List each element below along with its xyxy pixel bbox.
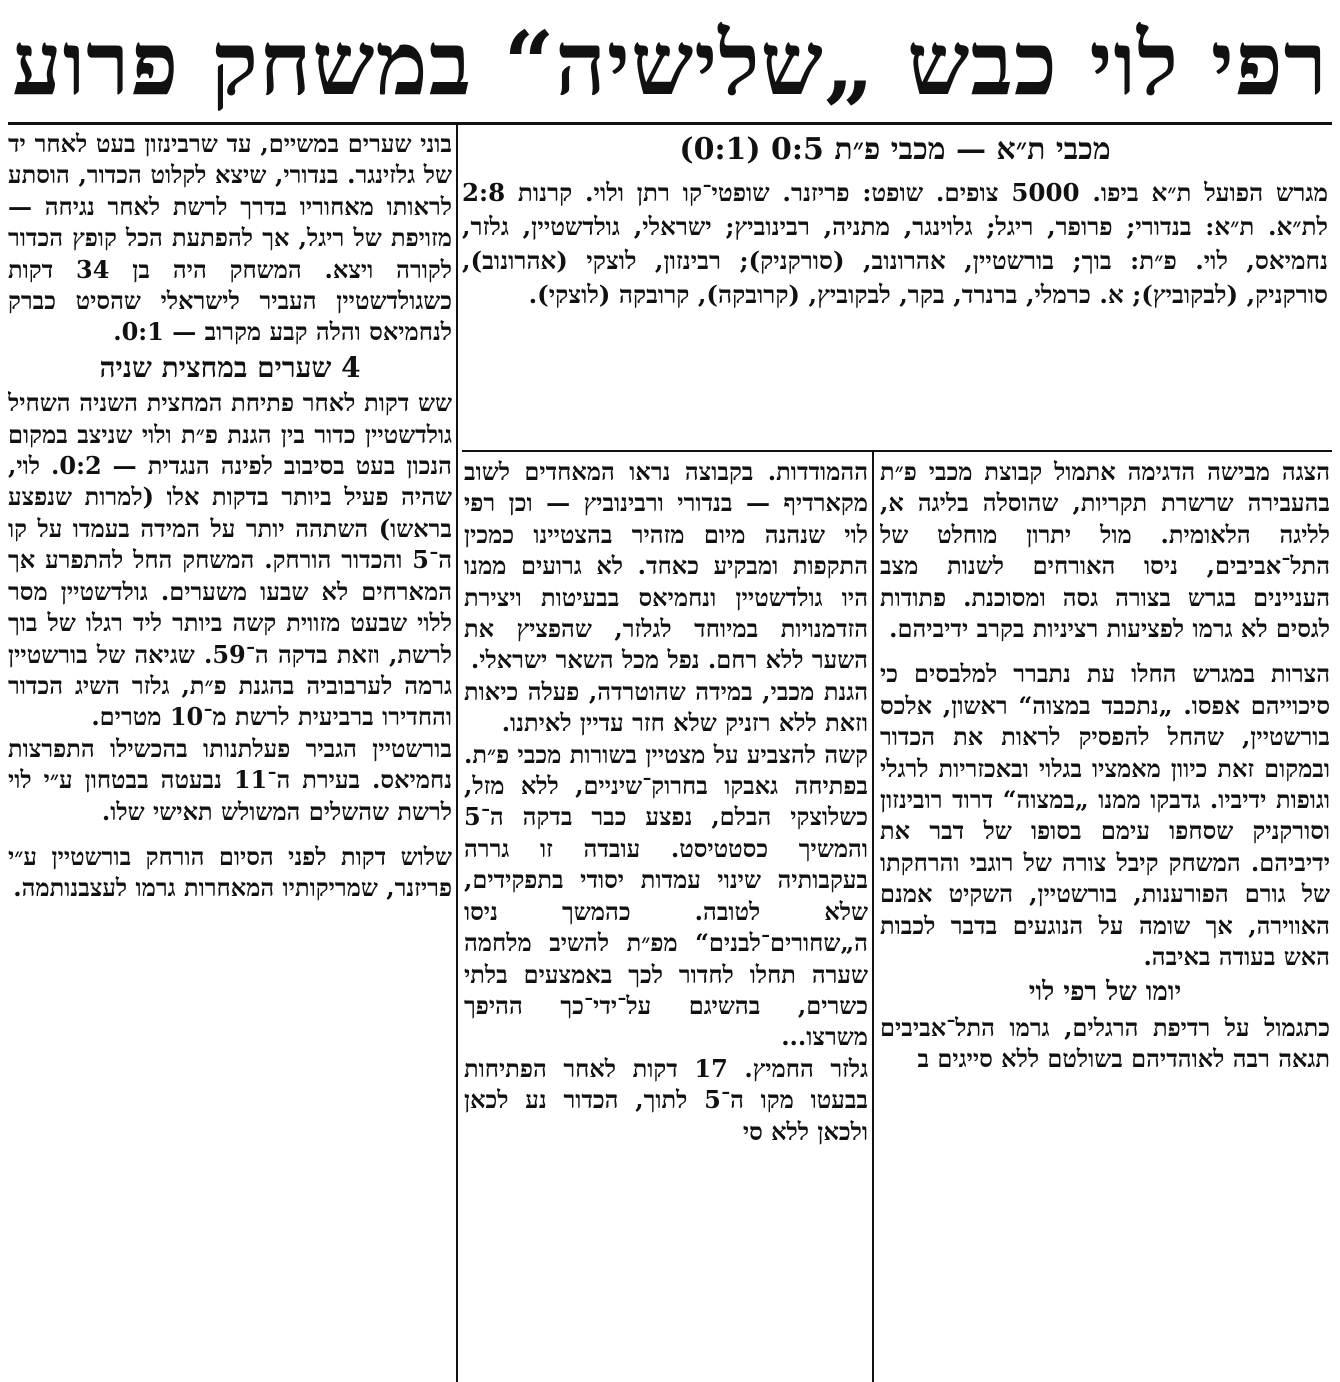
article-paragraph: בוני שערים במשיים, עד שרבינזון בעט לאחר יד של גלזינגר. בנדורי, שיצא לקלוט הכדור, הוסתע לראותו מאחוריו בדרך לרשת לאחר נגיחה — מזויפת של ריגל, אך להפתעת הכל קופץ הכדור לקורה ויצא. המשחק היה בן 34 דקות כשגולדשטיין העביר לישראלי שהסיט כברק לנחמיאס והלה קבע מקרוב — 0:1. [8, 129, 452, 347]
article-paragraph: ההמודדות. בקבוצה נראו המאחדים לשוב מקארדיף — בנדורי ורבינוביץ — וכן רפי לוי שנהנה מיום מזהיר בהצטיינו כמכין התקפות ומבקיע כאחד. לא גרועים ממנו היו גולדשטיין ונחמיאס בבעיטות ויצירת הזדמנויות במיוחד לגלזר, שהפציץ את השער ללא רחם. נפל מכל השאר ישראלי. [464, 457, 868, 675]
column-rule-middle [872, 452, 874, 1382]
column-left [8, 128, 452, 1382]
section-heading: יומו של רפי לוי [1028, 976, 1182, 1007]
article-paragraph: גלזר החמיץ. 17 דקות לאחר הפתיחות בבעטו מקו ה־5 לתוך, הכדור נע לכאן ולכאן ללא סי [464, 1053, 868, 1146]
column-rule-left [456, 124, 458, 1382]
article-paragraph: קשה להצביע על מצטיין בשורות מכבי פ״ת. בפתיחה גאבקו בחרוק־שיניים, ללא מזל, כשלוצקי הבלם, נפצע כבר בדקה ה־5 והמשיך כסטטיסט. עובדה זו גררה בעקבותיה שינוי עמדות יסודי בתפקידים, שלא לטובה. כהמשך ניסו ה„שחורים־לבנים“ מפ״ת להשיב מלחמה שערה תחלו לחדור לכך באמצעים בלתי כשרים, בהשיגם על־ידי־כך ההיפך משרצו... [464, 739, 868, 1052]
article-paragraph: הצרות במגרש החלו עת נתברר למלבסים כי סיכוייהם אפסו. „נתכבד במצוה“ ראשון, אלכס בורשטיין, שהחל להפסיק לראות את הכדור ובמקום זאת כיוון מאמציו בגלוי ובאכזריות לרגלי וגופות ידיביו. גדבקו ממנו „במצוה“ דרוד רובינזון וסורקניק שסחפו עימם בסופו של דבר את ידיביהם. המשחק קיבל צורה של רוגבי והרחקתו של גורם הפורענות, בורשטיין, השקיט אמנם האווירה, אך שומה על הנוגעים בדבר לכבות האש בעודה באיבה. [880, 659, 1330, 972]
article-paragraph: הצגה מבישה הדגימה אתמול קבוצת מכבי פ״ת בהעבירה שרשרת תקריות, שהוסלה בליגה א, לליגה הלאומית. מול יתרון מוחלט של התל־אביבים, ניסו האורחים לשנות מצב העניינים בגרש בצורה גסה ומסוכנת. פתודות לגסים לא גרמו לפציעות רציניות בקרב ידיביהם. [880, 457, 1330, 644]
column-right [880, 456, 1330, 1382]
match-details: מגרש הפועל ת״א ביפו. 5000 צופים. שופט: פריזנר. שופטי־קו רתן ולוי. קרנות 2:8 לת״א. ת״א: בנדורי; פרופר, ריגל; גלוינגר, מתניה, רבינוביץ; ישראלי, גולדשטיין, גלזר, נחמיאס, לוי. פ״ת: בוך; בורשטיין, אהרונוב, (סורקניק); רבינזון, לוצקי (אהרונוב), סורקניק, (לבקוביץ); א. כרמלי, ברנרד, בקר, לבקוביץ, (קרובקה), קרובקה (לוצקי). [462, 178, 1328, 309]
column-middle [464, 456, 868, 1382]
article-paragraph: בורשטיין הגביר פעלתנותו בהכשילו התפרצות נחמיאס. בעירת ה־11 נבעטה בבטחון ע״י לוי לרשת שהשלים המשולש תאישי שלו. [8, 733, 452, 826]
match-score-line: מכבי ת״א — מכבי פ״ת 0:5 (0:1) [679, 132, 1111, 167]
article-paragraph: הגנת מכבי, במידה שהוטרדה, פעלה כיאות וזאת ללא רזניק שלא חזר עדיין לאיתנו. [464, 676, 868, 738]
match-box-rule [462, 450, 1332, 452]
section-heading: 4 שערים במחצית שניה [99, 350, 361, 384]
article-paragraph: כתגמול על רדיפת הרגלים, גרמו התל־אביבים תגאה רבה לאוהדיהם בשולטם ללא סייגים ב [880, 1012, 1330, 1074]
headline: רפי לוי כבש „שלישיה“ במשחק פרוע [8, 4, 1332, 125]
article-paragraph: שש דקות לאחר פתיחת המחצית השניה השחיל גולדשטיין כדור בין הגנת פ״ת ולוי שניצב במקום הנכון בעט בסיבוב לפינה הנגדית — 0:2. לוי, שהיה פעיל ביותר בדקות אלו (למרות שנפצע בראשו) השתהה יותר על המידה בעמדו על קו ה־5 והכדור הורחק. המשחק החל להתפרע אך המארחים לא שבעו משערים. גולדשטיין מסר ללוי שבעט מזווית קשה ביותר ליד רגלו של בוך לרשת, וזאת בדקה ה־59. שגיאה של בורשטיין גרמה לערבוביה בהגנת פ״ת, גלזר השיג הכדור והחדירו ברביעית לרשת מ־10 מטרים. [8, 388, 452, 732]
match-summary [462, 124, 1328, 450]
article-paragraph: שלוש דקות לפני הסיום הורחק בורשטיין ע״י פריזנר, שמריקותיו המאחרות גרמו לעצבנותמה. [8, 841, 452, 903]
